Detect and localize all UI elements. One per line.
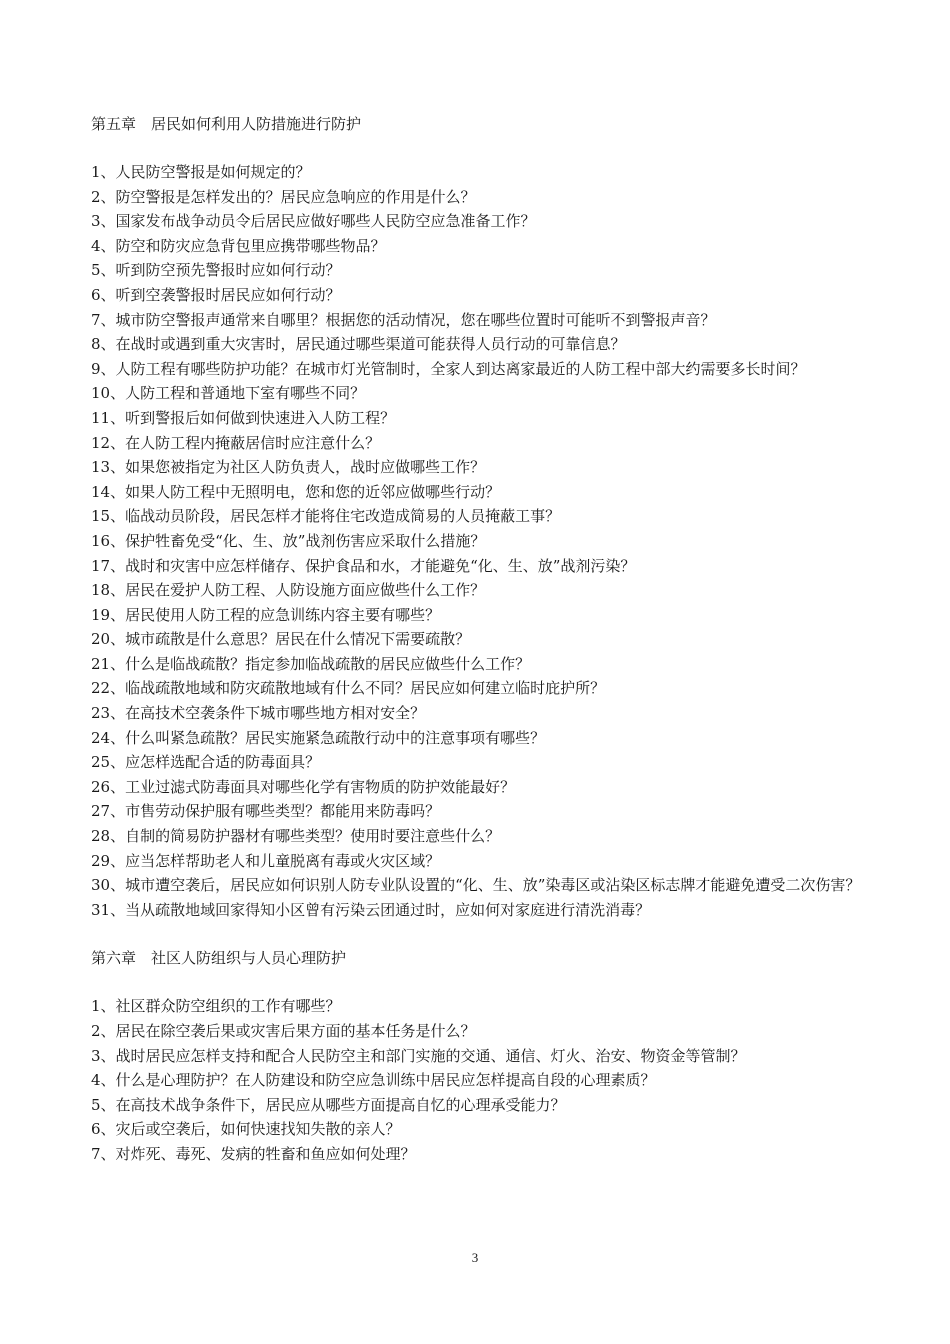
question-item: 27、市售劳动保护服有哪些类型？都能用来防毒吗？ xyxy=(91,802,441,821)
question-item: 4、防空和防灾应急背包里应携带哪些物品？ xyxy=(91,236,386,255)
question-item: 13、如果您被指定为社区人防负责人，战时应做哪些工作？ xyxy=(91,458,486,477)
question-item: 11、听到警报后如何做到快速进入人防工程？ xyxy=(91,408,396,427)
question-item: 1、人民防空警报是如何规定的？ xyxy=(91,163,311,181)
question-item: 19、居民使用人防工程的应急训练内容主要有哪些？ xyxy=(91,605,441,624)
spacer xyxy=(91,136,871,160)
question-item: 2、居民在除空袭后果或灾害后果方面的基本任务是什么？ xyxy=(91,1022,476,1040)
question-item: 8、在战时或遇到重大灾害时，居民通过哪些渠道可能获得人员行动的可靠信息？ xyxy=(91,335,626,354)
question-item: 3、国家发布战争动员令后居民应做好哪些人民防空应急准备工作？ xyxy=(91,212,536,231)
question-item: 6、听到空袭警报时居民应如何行动？ xyxy=(91,285,341,304)
question-item: 9、人防工程有哪些防护功能？在城市灯光管制时，全家人到达离家最近的人防工程中部大约需要多长时间？ xyxy=(91,359,806,378)
chapter-6-title: 第六章 社区人防组织与人员心理防护 xyxy=(91,949,347,968)
question-item: 3、战时居民应怎样支持和配合人民防空主和部门实施的交通、通信、灯火、治安、物资金等管制？ xyxy=(91,1046,746,1065)
question-item: 17、战时和灾害中应怎样储存、保护食品和水，才能避免“化、生、放”战剂污染？ xyxy=(91,556,636,575)
spacer xyxy=(91,922,871,946)
question-item: 2、防空警报是怎样发出的？居民应急响应的作用是什么？ xyxy=(91,187,476,206)
document-page xyxy=(91,112,871,1167)
chapter-5-title: 第五章 居民如何利用人防措施进行防护 xyxy=(91,115,362,133)
chapter-5-question-list xyxy=(91,160,871,922)
question-item: 26、工业过滤式防毒面具对哪些化学有害物质的防护效能最好？ xyxy=(91,777,516,796)
question-item: 10、人防工程和普通地下室有哪些不同？ xyxy=(91,384,366,403)
question-item: 12、在人防工程内掩蔽居信时应注意什么？ xyxy=(91,433,381,452)
question-item: 7、城市防空警报声通常来自哪里？根据您的活动情况，您在哪些位置时可能听不到警报声音？ xyxy=(91,310,716,329)
question-item: 14、如果人防工程中无照明电，您和您的近邻应做哪些行动？ xyxy=(91,482,501,501)
question-item: 5、听到防空预先警报时应如何行动？ xyxy=(91,261,341,280)
spacer xyxy=(91,970,871,994)
question-item: 15、临战动员阶段，居民怎样才能将住宅改造成简易的人员掩蔽工事？ xyxy=(91,507,561,526)
question-item: 7、对炸死、毒死、发病的牲畜和鱼应如何处理？ xyxy=(91,1144,416,1163)
question-item: 4、什么是心理防护？在人防建设和防空应急训练中居民应怎样提高自段的心理素质？ xyxy=(91,1071,656,1090)
question-item: 18、居民在爱护人防工程、人防设施方面应做些什么工作？ xyxy=(91,581,486,600)
chapter-6-question-list xyxy=(91,994,871,1166)
question-item: 23、在高技术空袭条件下城市哪些地方相对安全？ xyxy=(91,704,426,723)
question-item: 25、应怎样选配合适的防毒面具？ xyxy=(91,753,321,772)
page-number: 3 xyxy=(471,1250,479,1265)
question-item: 6、灾后或空袭后，如何快速找知失散的亲人？ xyxy=(91,1120,401,1139)
question-item: 28、自制的简易防护器材有哪些类型？使用时要注意些什么？ xyxy=(91,827,501,846)
question-item: 20、城市疏散是什么意思？居民在什么情况下需要疏散？ xyxy=(91,630,471,649)
question-item: 30、城市遭空袭后，居民应如何识别人防专业队设置的“化、生、放”染毒区或沾染区标志牌才能避免遭受二次伤害？ xyxy=(91,876,861,895)
question-item: 31、当从疏散地域回家得知小区曾有污染云团通过时，应如何对家庭进行清洗消毒？ xyxy=(91,900,651,919)
question-item: 29、应当怎样帮助老人和儿童脱离有毒或火灾区域？ xyxy=(91,851,441,870)
question-item: 16、保护牲畜免受“化、生、放”战剂伤害应采取什么措施？ xyxy=(91,531,486,550)
question-item: 1、社区群众防空组织的工作有哪些？ xyxy=(91,997,341,1016)
question-item: 24、什么叫紧急疏散？居民实施紧急疏散行动中的注意事项有哪些？ xyxy=(91,728,546,747)
question-item: 5、在高技术战争条件下，居民应从哪些方面提高自忆的心理承受能力？ xyxy=(91,1095,566,1114)
question-item: 22、临战疏散地域和防灾疏散地域有什么不同？居民应如何建立临时庇护所？ xyxy=(91,679,606,698)
question-item: 21、什么是临战疏散？指定参加临战疏散的居民应做些什么工作？ xyxy=(91,654,531,673)
